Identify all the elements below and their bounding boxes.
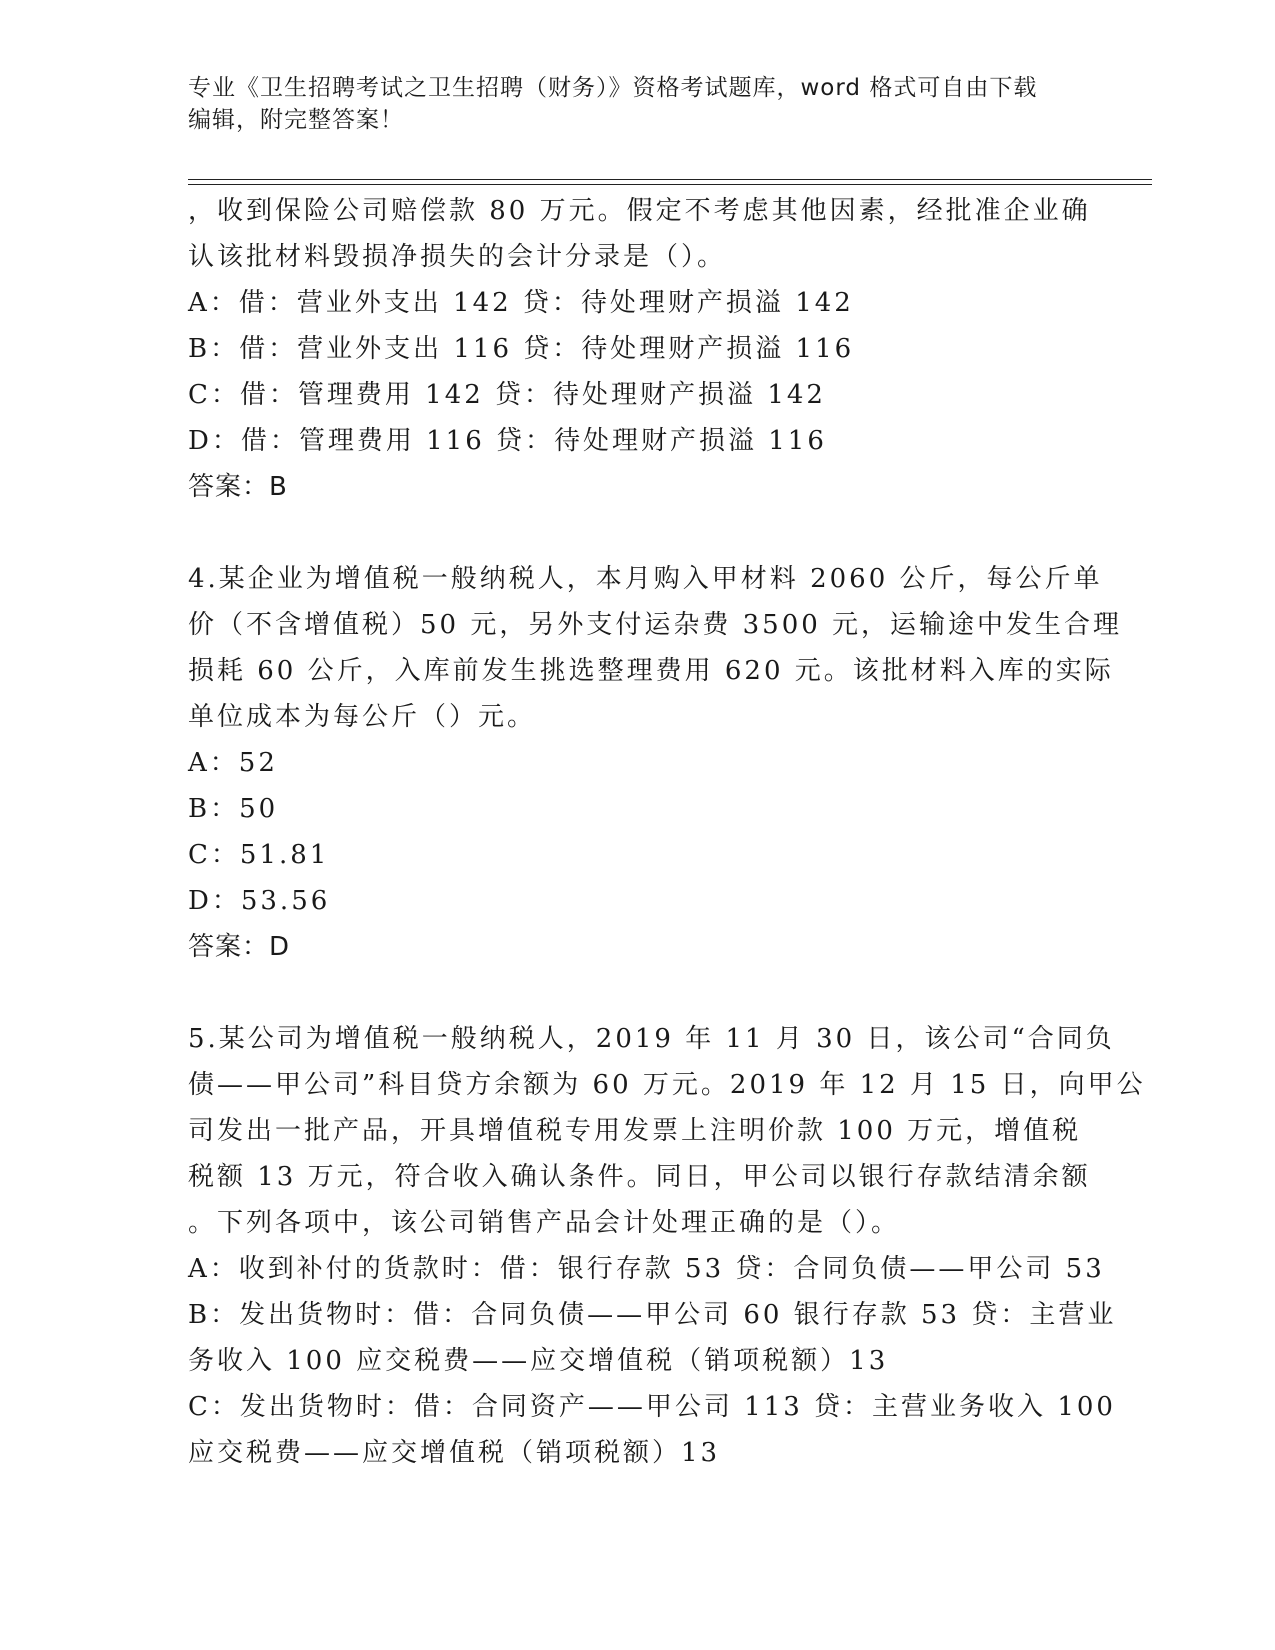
answer-label: 答案：B [188,472,288,502]
answer-label: 答案：D [188,932,291,962]
option-c: C：51.81 [188,840,330,870]
option-d: D：53.56 [188,886,331,916]
question-text-line: 损耗 60 公斤，入库前发生挑选整理费用 620 元。该批材料入库的实际 [188,656,1114,686]
document-body [188,188,1146,1476]
header-line-1: 专业《卫生招聘考试之卫生招聘（财务）》资格考试题库，word 格式可自由下载 [188,75,1038,101]
question-4 [188,556,1123,970]
option-c: C：发出货物时：借：合同资产——甲公司 113 贷：主营业务收入 100 [188,1392,1116,1422]
option-b-continued: 务收入 100 应交税费——应交增值税（销项税额）13 [188,1346,889,1376]
question-text-line: 。下列各项中，该公司销售产品会计处理正确的是（）。 [188,1208,901,1238]
header-line-2: 编辑，附完整答案！ [188,107,404,133]
option-c: C：借：管理费用 142 贷：待处理财产损溢 142 [188,380,826,410]
question-text-line: 5.某公司为增值税一般纳税人，2019 年 11 月 30 日，该公司“合同负 [188,1024,1115,1054]
option-c-continued: 应交税费——应交增值税（销项税额）13 [188,1438,721,1468]
question-5 [188,1016,1146,1476]
option-a: A：收到补付的货款时：借：银行存款 53 贷：合同负债——甲公司 53 [188,1254,1105,1284]
question-text-line: 4.某企业为增值税一般纳税人，本月购入甲材料 2060 公斤，每公斤单 [188,564,1103,594]
spacer [188,510,1088,556]
question-text-line: 税额 13 万元，符合收入确认条件。同日，甲公司以银行存款结清余额 [188,1162,1091,1192]
option-d: D：借：管理费用 116 贷：待处理财产损溢 116 [188,426,827,456]
document-header [188,72,1088,136]
option-b: B：50 [188,794,279,824]
question-text-line: 司发出一批产品，开具增值税专用发票上注明价款 100 万元，增值税 [188,1116,1082,1146]
spacer [188,970,1088,1016]
option-a: A：借：营业外支出 142 贷：待处理财产损溢 142 [188,288,854,318]
question-text-line: 认该批材料毁损净损失的会计分录是（）。 [188,242,727,272]
question-text-line: 债——甲公司”科目贷方余额为 60 万元。2019 年 12 月 15 日，向甲公 [188,1070,1146,1100]
question-text-line: 单位成本为每公斤（）元。 [188,702,537,732]
question-3 [188,188,1091,510]
option-b: B：发出货物时：借：合同负债——甲公司 60 银行存款 53 贷：主营业 [188,1300,1117,1330]
header-rule-top [188,179,1152,180]
option-a: A：52 [188,748,278,778]
question-text-line: 价（不含增值税）50 元，另外支付运杂费 3500 元，运输途中发生合理 [188,610,1123,640]
question-text-line: ，收到保险公司赔偿款 80 万元。假定不考虑其他因素，经批准企业确 [188,196,1091,226]
header-rule-bottom [188,184,1152,185]
option-b: B：借：营业外支出 116 贷：待处理财产损溢 116 [188,334,855,364]
